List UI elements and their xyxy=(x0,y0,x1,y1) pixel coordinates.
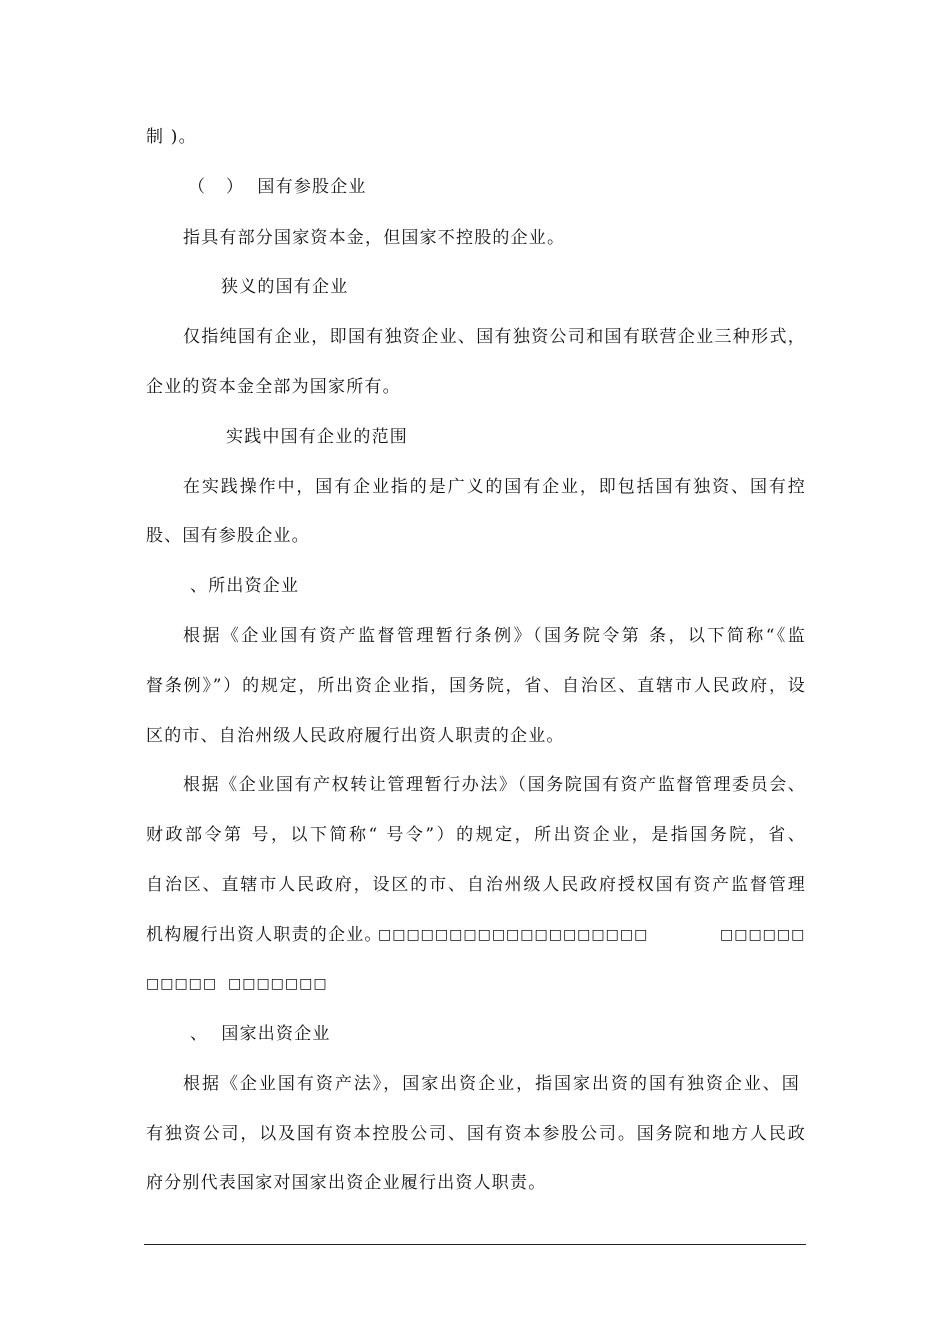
paragraph-line: 府分别代表国家对国家出资企业履行出资人职责。 xyxy=(146,1173,547,1193)
garbled-text: □□□□□ xyxy=(146,976,218,992)
section-heading: 、所出资企业 xyxy=(190,576,300,596)
garbled-text: □□□□□□□□□□□□□□□□□□□ xyxy=(378,927,649,943)
section-heading: 狭义的国有企业 xyxy=(221,277,349,297)
paragraph-line: 股、国有参股企业。 xyxy=(146,526,310,546)
garbled-text: □□□□□□ xyxy=(720,927,806,943)
section-heading: 、 国家出资企业 xyxy=(190,1024,331,1044)
paragraph-line: 仅指纯国有企业，即国有独资企业、国有独资公司和国有联营企业三种形式， xyxy=(183,327,806,347)
footer-divider xyxy=(144,1244,806,1245)
section-heading: （ ） 国有参股企业 xyxy=(188,177,367,197)
paragraph-line: 财政部令第 号，以下简称“ 号令”）的规定，所出资企业，是指国务院，省、 xyxy=(146,825,806,845)
paragraph-line: 区的市、自治州级人民政府履行出资人职责的企业。 xyxy=(146,726,565,746)
paragraph-line: 督条例》”）的规定，所出资企业指，国务院，省、自治区、直辖市人民政府，设 xyxy=(146,676,806,696)
section-heading: 实践中国有企业的范围 xyxy=(226,427,408,447)
paragraph-line: 企业的资本金全部为国家所有。 xyxy=(146,377,401,397)
paragraph-line: 根据《企业国有资产法》，国家出资企业，指国家出资的国有独资企业、国 xyxy=(183,1074,800,1094)
paragraph-line: 根据《企业国有资产监督管理暂行条例》（国务院令第 条，以下简称“《监 xyxy=(183,626,806,646)
paragraph-line: 指具有部分国家资本金，但国家不控股的企业。 xyxy=(183,228,566,248)
paragraph-line: 有独资公司，以及国有资本控股公司、国有资本参股公司。国务院和地方人民政 xyxy=(146,1124,806,1144)
paragraph-line: 机构履行出资人职责的企业。 xyxy=(146,925,383,945)
text-line: 制 )。 xyxy=(146,127,197,147)
garbled-text: □□□□□□□ xyxy=(228,976,328,992)
paragraph-line: 在实践操作中，国有企业指的是广义的国有企业，即包括国有独资、国有控 xyxy=(183,477,806,497)
paragraph-line: 根据《企业国有产权转让管理暂行办法》（国务院国有资产监督管理委员会、 xyxy=(183,775,806,795)
paragraph-line: 自治区、直辖市人民政府，设区的市、自治州级人民政府授权国有资产监督管理 xyxy=(146,875,806,895)
